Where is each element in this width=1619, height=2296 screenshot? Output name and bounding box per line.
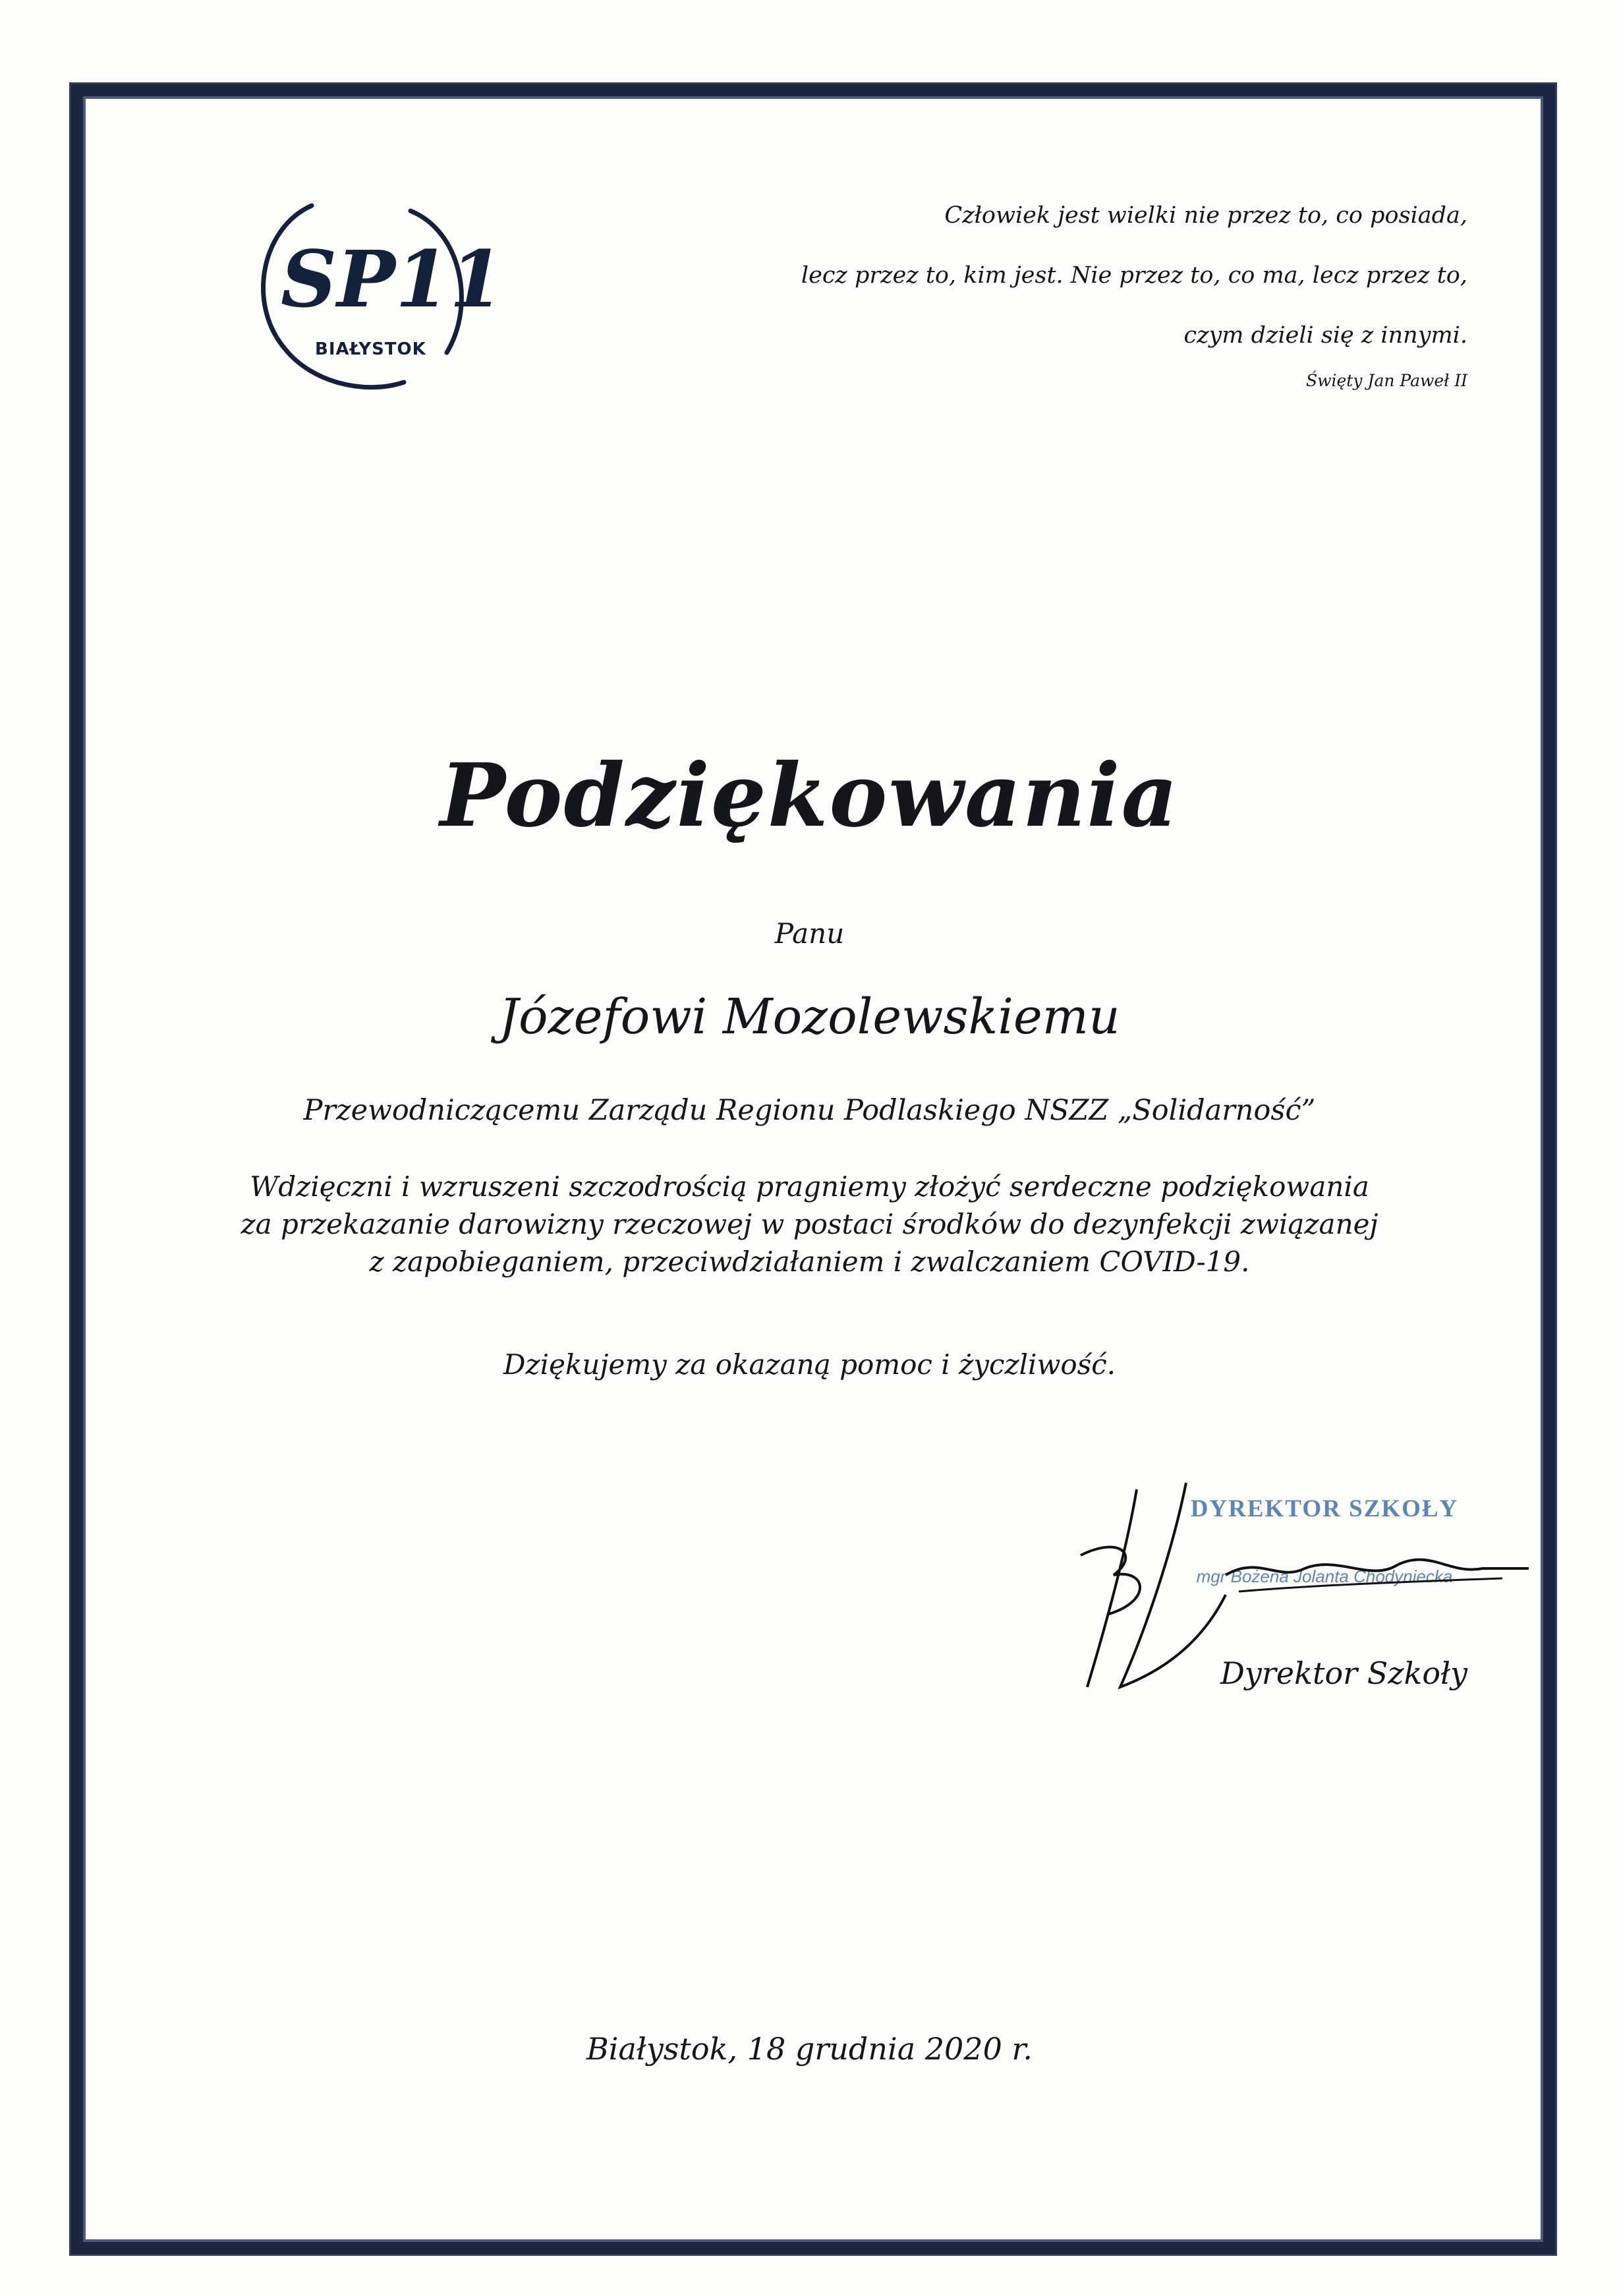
thanks-line: Dziękujemy za okazaną pomoc i życzliwość. [503,1348,1116,1381]
recipient-name: Józefowi Mozolewskiemu [499,989,1120,1045]
school-logo-emblem [249,191,504,402]
stamp-name: mgr Bożena Jolanta Chodyniecka [1196,1566,1453,1586]
document-title: Podziękowania [440,745,1179,847]
logo-main-text: SP11 [281,233,504,325]
salutation: Panu [774,917,845,950]
body-text [0,1168,1619,1280]
logo-sub-text: BIAŁYSTOK [315,339,426,359]
quote-line: lecz przez to, kim jest. Nie przez to, co ma, lecz przez to, [801,262,1467,289]
quote-author: Święty Jan Paweł II [1305,371,1467,390]
body-line: Wdzięczni i wzruszeni szczodrością pragniemy złożyć serdeczne podziękowania [250,1170,1369,1203]
quote-line: czym dzieli się z innymi. [1183,322,1467,349]
quote-line: Człowiek jest wielki nie przez to, co posiada, [944,202,1467,229]
place-date: Białystok, 18 grudnia 2020 r. [586,2031,1033,2067]
signer-label: Dyrektor Szkoły [1220,1655,1467,1691]
epigraph-quote [611,186,1467,395]
body-line: z zapobieganiem, przeciwdziałaniem i zwalczaniem COVID-19. [369,1246,1250,1278]
recipient-role: Przewodniczącemu Zarządu Regionu Podlaskiego NSZZ „Solidarność” [303,1094,1316,1127]
body-line: za przekazanie darowizny rzeczowej w postaci środków do dezynfekcji związanej [241,1208,1378,1240]
school-logo [249,191,504,402]
stamp-title: DYREKTOR SZKOŁY [1190,1495,1459,1522]
